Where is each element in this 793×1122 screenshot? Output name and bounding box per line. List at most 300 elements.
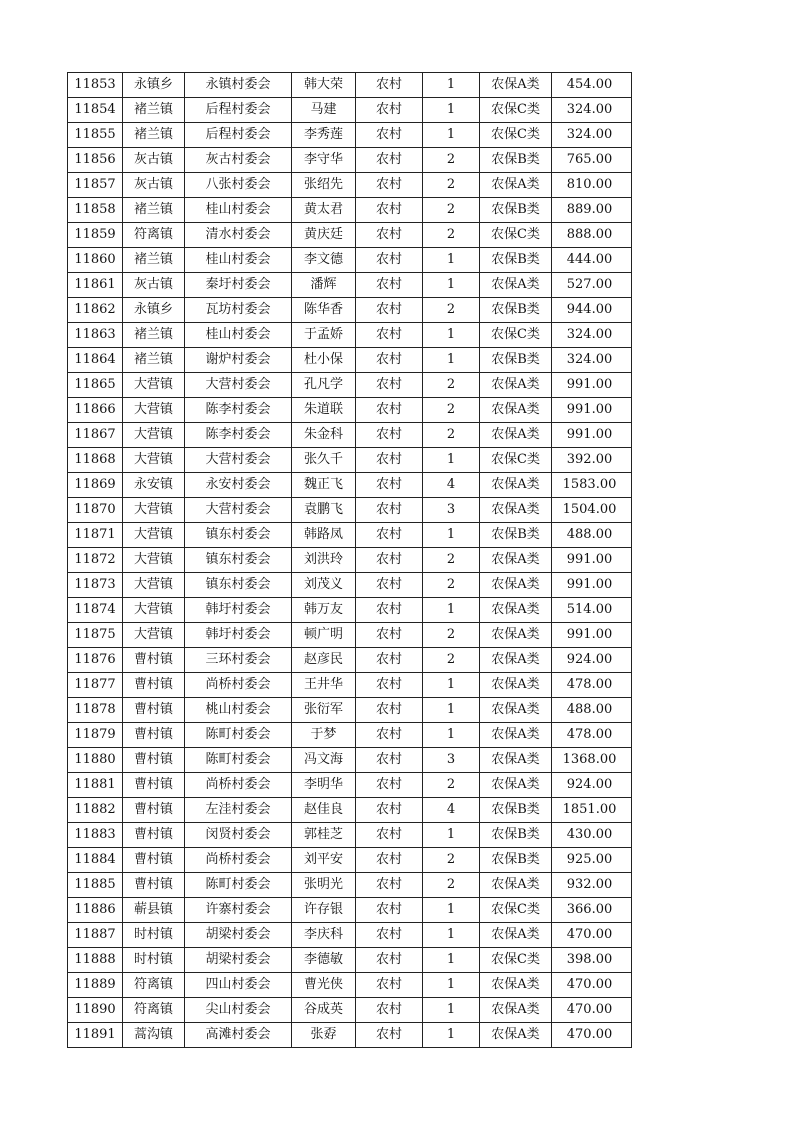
village-committee-cell: 陈李村委会 xyxy=(185,423,292,448)
record-id-cell: 11881 xyxy=(68,773,123,798)
area-type-cell: 农村 xyxy=(356,648,423,673)
table-row xyxy=(68,373,632,398)
record-id-cell: 11890 xyxy=(68,998,123,1023)
household-count-cell: 1 xyxy=(423,523,480,548)
area-type-cell: 农村 xyxy=(356,723,423,748)
record-id-cell: 11877 xyxy=(68,673,123,698)
household-count-cell: 2 xyxy=(423,573,480,598)
area-type-cell: 农村 xyxy=(356,373,423,398)
record-id-cell: 11882 xyxy=(68,798,123,823)
area-type-cell: 农村 xyxy=(356,198,423,223)
area-type-cell: 农村 xyxy=(356,173,423,198)
area-type-cell: 农村 xyxy=(356,848,423,873)
name-cell: 韩路凤 xyxy=(292,523,356,548)
amount-cell: 488.00 xyxy=(552,698,632,723)
town-cell: 大营镇 xyxy=(123,423,185,448)
household-count-cell: 1 xyxy=(423,698,480,723)
amount-cell: 1368.00 xyxy=(552,748,632,773)
record-id-cell: 11876 xyxy=(68,648,123,673)
town-cell: 时村镇 xyxy=(123,923,185,948)
town-cell: 大营镇 xyxy=(123,498,185,523)
name-cell: 刘平安 xyxy=(292,848,356,873)
name-cell: 刘洪玲 xyxy=(292,548,356,573)
table-row xyxy=(68,498,632,523)
insurance-category-cell: 农保A类 xyxy=(480,398,552,423)
village-committee-cell: 四山村委会 xyxy=(185,973,292,998)
town-cell: 大营镇 xyxy=(123,523,185,548)
town-cell: 符离镇 xyxy=(123,223,185,248)
table-row xyxy=(68,548,632,573)
insurance-category-cell: 农保A类 xyxy=(480,573,552,598)
table-row xyxy=(68,798,632,823)
household-count-cell: 2 xyxy=(423,173,480,198)
record-id-cell: 11878 xyxy=(68,698,123,723)
table-row xyxy=(68,948,632,973)
record-id-cell: 11858 xyxy=(68,198,123,223)
village-committee-cell: 闵贤村委会 xyxy=(185,823,292,848)
area-type-cell: 农村 xyxy=(356,523,423,548)
record-id-cell: 11865 xyxy=(68,373,123,398)
amount-cell: 924.00 xyxy=(552,773,632,798)
table-row xyxy=(68,873,632,898)
area-type-cell: 农村 xyxy=(356,873,423,898)
town-cell: 曹村镇 xyxy=(123,798,185,823)
amount-cell: 398.00 xyxy=(552,948,632,973)
household-count-cell: 2 xyxy=(423,198,480,223)
name-cell: 杜小保 xyxy=(292,348,356,373)
amount-cell: 924.00 xyxy=(552,648,632,673)
village-committee-cell: 镇东村委会 xyxy=(185,523,292,548)
record-id-cell: 11853 xyxy=(68,73,123,98)
name-cell: 陈华香 xyxy=(292,298,356,323)
insurance-category-cell: 农保A类 xyxy=(480,623,552,648)
table-row xyxy=(68,623,632,648)
household-count-cell: 1 xyxy=(423,273,480,298)
record-id-cell: 11854 xyxy=(68,98,123,123)
table-row xyxy=(68,273,632,298)
insurance-category-cell: 农保A类 xyxy=(480,273,552,298)
village-committee-cell: 许寨村委会 xyxy=(185,898,292,923)
name-cell: 袁鹏飞 xyxy=(292,498,356,523)
area-type-cell: 农村 xyxy=(356,73,423,98)
record-id-cell: 11855 xyxy=(68,123,123,148)
town-cell: 永镇乡 xyxy=(123,73,185,98)
name-cell: 李守华 xyxy=(292,148,356,173)
name-cell: 赵彦民 xyxy=(292,648,356,673)
insurance-category-cell: 农保A类 xyxy=(480,473,552,498)
area-type-cell: 农村 xyxy=(356,148,423,173)
table-row xyxy=(68,398,632,423)
insurance-category-cell: 农保B类 xyxy=(480,348,552,373)
insurance-category-cell: 农保A类 xyxy=(480,698,552,723)
name-cell: 潘辉 xyxy=(292,273,356,298)
name-cell: 李庆科 xyxy=(292,923,356,948)
area-type-cell: 农村 xyxy=(356,248,423,273)
village-committee-cell: 尚桥村委会 xyxy=(185,673,292,698)
village-committee-cell: 永镇村委会 xyxy=(185,73,292,98)
household-count-cell: 1 xyxy=(423,448,480,473)
record-id-cell: 11874 xyxy=(68,598,123,623)
town-cell: 褚兰镇 xyxy=(123,323,185,348)
household-count-cell: 1 xyxy=(423,723,480,748)
household-count-cell: 1 xyxy=(423,823,480,848)
amount-cell: 470.00 xyxy=(552,1023,632,1048)
insurance-category-cell: 农保C类 xyxy=(480,223,552,248)
household-count-cell: 1 xyxy=(423,973,480,998)
household-count-cell: 2 xyxy=(423,148,480,173)
amount-cell: 765.00 xyxy=(552,148,632,173)
household-count-cell: 2 xyxy=(423,398,480,423)
table-row xyxy=(68,598,632,623)
amount-cell: 1851.00 xyxy=(552,798,632,823)
town-cell: 曹村镇 xyxy=(123,698,185,723)
village-committee-cell: 胡梁村委会 xyxy=(185,948,292,973)
town-cell: 曹村镇 xyxy=(123,848,185,873)
area-type-cell: 农村 xyxy=(356,548,423,573)
insurance-category-cell: 农保A类 xyxy=(480,723,552,748)
household-count-cell: 2 xyxy=(423,373,480,398)
area-type-cell: 农村 xyxy=(356,348,423,373)
town-cell: 曹村镇 xyxy=(123,748,185,773)
area-type-cell: 农村 xyxy=(356,473,423,498)
name-cell: 孔凡学 xyxy=(292,373,356,398)
household-count-cell: 1 xyxy=(423,898,480,923)
amount-cell: 991.00 xyxy=(552,573,632,598)
table-row xyxy=(68,223,632,248)
record-id-cell: 11857 xyxy=(68,173,123,198)
record-table xyxy=(67,72,632,1048)
record-id-cell: 11879 xyxy=(68,723,123,748)
area-type-cell: 农村 xyxy=(356,623,423,648)
insurance-category-cell: 农保B类 xyxy=(480,823,552,848)
insurance-category-cell: 农保C类 xyxy=(480,448,552,473)
table-row xyxy=(68,923,632,948)
town-cell: 大营镇 xyxy=(123,573,185,598)
record-id-cell: 11869 xyxy=(68,473,123,498)
name-cell: 郭桂芝 xyxy=(292,823,356,848)
area-type-cell: 农村 xyxy=(356,973,423,998)
insurance-category-cell: 农保A类 xyxy=(480,548,552,573)
area-type-cell: 农村 xyxy=(356,898,423,923)
amount-cell: 324.00 xyxy=(552,348,632,373)
area-type-cell: 农村 xyxy=(356,448,423,473)
town-cell: 曹村镇 xyxy=(123,773,185,798)
table-row xyxy=(68,773,632,798)
village-committee-cell: 镇东村委会 xyxy=(185,573,292,598)
amount-cell: 991.00 xyxy=(552,548,632,573)
area-type-cell: 农村 xyxy=(356,673,423,698)
insurance-category-cell: 农保A类 xyxy=(480,1023,552,1048)
amount-cell: 514.00 xyxy=(552,598,632,623)
insurance-category-cell: 农保B类 xyxy=(480,148,552,173)
town-cell: 蒿沟镇 xyxy=(123,1023,185,1048)
amount-cell: 810.00 xyxy=(552,173,632,198)
area-type-cell: 农村 xyxy=(356,698,423,723)
insurance-category-cell: 农保A类 xyxy=(480,648,552,673)
amount-cell: 991.00 xyxy=(552,398,632,423)
area-type-cell: 农村 xyxy=(356,573,423,598)
table-row xyxy=(68,98,632,123)
insurance-category-cell: 农保B类 xyxy=(480,298,552,323)
area-type-cell: 农村 xyxy=(356,773,423,798)
name-cell: 李文德 xyxy=(292,248,356,273)
household-count-cell: 2 xyxy=(423,223,480,248)
village-committee-cell: 陈町村委会 xyxy=(185,873,292,898)
amount-cell: 991.00 xyxy=(552,623,632,648)
household-count-cell: 4 xyxy=(423,798,480,823)
town-cell: 曹村镇 xyxy=(123,823,185,848)
table-row xyxy=(68,123,632,148)
amount-cell: 430.00 xyxy=(552,823,632,848)
household-count-cell: 2 xyxy=(423,623,480,648)
table-row xyxy=(68,423,632,448)
record-id-cell: 11880 xyxy=(68,748,123,773)
village-committee-cell: 左洼村委会 xyxy=(185,798,292,823)
record-id-cell: 11856 xyxy=(68,148,123,173)
area-type-cell: 农村 xyxy=(356,298,423,323)
household-count-cell: 3 xyxy=(423,498,480,523)
insurance-category-cell: 农保A类 xyxy=(480,598,552,623)
record-id-cell: 11873 xyxy=(68,573,123,598)
name-cell: 张明光 xyxy=(292,873,356,898)
name-cell: 于梦 xyxy=(292,723,356,748)
village-committee-cell: 韩圩村委会 xyxy=(185,598,292,623)
record-id-cell: 11887 xyxy=(68,923,123,948)
household-count-cell: 1 xyxy=(423,98,480,123)
name-cell: 谷成英 xyxy=(292,998,356,1023)
amount-cell: 454.00 xyxy=(552,73,632,98)
record-id-cell: 11859 xyxy=(68,223,123,248)
insurance-category-cell: 农保A类 xyxy=(480,923,552,948)
village-committee-cell: 陈李村委会 xyxy=(185,398,292,423)
insurance-category-cell: 农保A类 xyxy=(480,998,552,1023)
table-row xyxy=(68,73,632,98)
area-type-cell: 农村 xyxy=(356,223,423,248)
amount-cell: 488.00 xyxy=(552,523,632,548)
area-type-cell: 农村 xyxy=(356,123,423,148)
town-cell: 褚兰镇 xyxy=(123,123,185,148)
town-cell: 褚兰镇 xyxy=(123,248,185,273)
area-type-cell: 农村 xyxy=(356,998,423,1023)
table-row xyxy=(68,573,632,598)
town-cell: 大营镇 xyxy=(123,373,185,398)
town-cell: 褚兰镇 xyxy=(123,198,185,223)
household-count-cell: 2 xyxy=(423,848,480,873)
table-row xyxy=(68,323,632,348)
village-committee-cell: 瓦坊村委会 xyxy=(185,298,292,323)
amount-cell: 991.00 xyxy=(552,373,632,398)
record-id-cell: 11871 xyxy=(68,523,123,548)
area-type-cell: 农村 xyxy=(356,823,423,848)
name-cell: 冯文海 xyxy=(292,748,356,773)
amount-cell: 470.00 xyxy=(552,923,632,948)
name-cell: 张孬 xyxy=(292,1023,356,1048)
area-type-cell: 农村 xyxy=(356,423,423,448)
town-cell: 大营镇 xyxy=(123,548,185,573)
area-type-cell: 农村 xyxy=(356,748,423,773)
amount-cell: 478.00 xyxy=(552,673,632,698)
table-row xyxy=(68,673,632,698)
name-cell: 刘茂义 xyxy=(292,573,356,598)
amount-cell: 1504.00 xyxy=(552,498,632,523)
village-committee-cell: 桂山村委会 xyxy=(185,198,292,223)
name-cell: 李明华 xyxy=(292,773,356,798)
table-row xyxy=(68,898,632,923)
name-cell: 顿广明 xyxy=(292,623,356,648)
insurance-category-cell: 农保A类 xyxy=(480,373,552,398)
table-row xyxy=(68,1023,632,1048)
record-id-cell: 11860 xyxy=(68,248,123,273)
insurance-category-cell: 农保C类 xyxy=(480,98,552,123)
amount-cell: 889.00 xyxy=(552,198,632,223)
village-committee-cell: 胡梁村委会 xyxy=(185,923,292,948)
area-type-cell: 农村 xyxy=(356,1023,423,1048)
village-committee-cell: 韩圩村委会 xyxy=(185,623,292,648)
household-count-cell: 2 xyxy=(423,423,480,448)
insurance-category-cell: 农保B类 xyxy=(480,798,552,823)
record-id-cell: 11864 xyxy=(68,348,123,373)
village-committee-cell: 桂山村委会 xyxy=(185,248,292,273)
town-cell: 灰古镇 xyxy=(123,148,185,173)
household-count-cell: 1 xyxy=(423,1023,480,1048)
village-committee-cell: 永安村委会 xyxy=(185,473,292,498)
town-cell: 大营镇 xyxy=(123,623,185,648)
town-cell: 灰古镇 xyxy=(123,273,185,298)
area-type-cell: 农村 xyxy=(356,323,423,348)
area-type-cell: 农村 xyxy=(356,398,423,423)
record-id-cell: 11889 xyxy=(68,973,123,998)
table-row xyxy=(68,473,632,498)
insurance-category-cell: 农保A类 xyxy=(480,498,552,523)
town-cell: 蕲县镇 xyxy=(123,898,185,923)
village-committee-cell: 八张村委会 xyxy=(185,173,292,198)
table-row xyxy=(68,298,632,323)
name-cell: 黄庆廷 xyxy=(292,223,356,248)
insurance-category-cell: 农保A类 xyxy=(480,173,552,198)
insurance-category-cell: 农保A类 xyxy=(480,423,552,448)
insurance-category-cell: 农保C类 xyxy=(480,898,552,923)
table-row xyxy=(68,698,632,723)
name-cell: 于孟娇 xyxy=(292,323,356,348)
town-cell: 大营镇 xyxy=(123,448,185,473)
amount-cell: 478.00 xyxy=(552,723,632,748)
household-count-cell: 1 xyxy=(423,998,480,1023)
village-committee-cell: 秦圩村委会 xyxy=(185,273,292,298)
name-cell: 曹光侠 xyxy=(292,973,356,998)
record-id-cell: 11891 xyxy=(68,1023,123,1048)
insurance-category-cell: 农保C类 xyxy=(480,323,552,348)
household-count-cell: 3 xyxy=(423,748,480,773)
table-row xyxy=(68,648,632,673)
insurance-category-cell: 农保A类 xyxy=(480,73,552,98)
name-cell: 朱道联 xyxy=(292,398,356,423)
record-id-cell: 11888 xyxy=(68,948,123,973)
amount-cell: 324.00 xyxy=(552,98,632,123)
amount-cell: 392.00 xyxy=(552,448,632,473)
village-committee-cell: 陈町村委会 xyxy=(185,723,292,748)
town-cell: 褚兰镇 xyxy=(123,348,185,373)
household-count-cell: 1 xyxy=(423,248,480,273)
household-count-cell: 1 xyxy=(423,323,480,348)
table-row xyxy=(68,173,632,198)
table-row xyxy=(68,448,632,473)
town-cell: 永安镇 xyxy=(123,473,185,498)
record-id-cell: 11875 xyxy=(68,623,123,648)
amount-cell: 925.00 xyxy=(552,848,632,873)
name-cell: 张久千 xyxy=(292,448,356,473)
town-cell: 曹村镇 xyxy=(123,723,185,748)
area-type-cell: 农村 xyxy=(356,798,423,823)
record-id-cell: 11863 xyxy=(68,323,123,348)
record-id-cell: 11866 xyxy=(68,398,123,423)
household-count-cell: 2 xyxy=(423,873,480,898)
insurance-category-cell: 农保C类 xyxy=(480,123,552,148)
insurance-category-cell: 农保A类 xyxy=(480,773,552,798)
name-cell: 李德敏 xyxy=(292,948,356,973)
name-cell: 韩大荣 xyxy=(292,73,356,98)
amount-cell: 888.00 xyxy=(552,223,632,248)
town-cell: 褚兰镇 xyxy=(123,98,185,123)
record-id-cell: 11885 xyxy=(68,873,123,898)
village-committee-cell: 大营村委会 xyxy=(185,448,292,473)
insurance-category-cell: 农保B类 xyxy=(480,848,552,873)
record-id-cell: 11868 xyxy=(68,448,123,473)
village-committee-cell: 大营村委会 xyxy=(185,373,292,398)
record-id-cell: 11883 xyxy=(68,823,123,848)
name-cell: 黄太君 xyxy=(292,198,356,223)
area-type-cell: 农村 xyxy=(356,923,423,948)
household-count-cell: 1 xyxy=(423,123,480,148)
table-row xyxy=(68,748,632,773)
village-committee-cell: 清水村委会 xyxy=(185,223,292,248)
area-type-cell: 农村 xyxy=(356,498,423,523)
household-count-cell: 2 xyxy=(423,773,480,798)
amount-cell: 527.00 xyxy=(552,273,632,298)
town-cell: 符离镇 xyxy=(123,998,185,1023)
amount-cell: 324.00 xyxy=(552,323,632,348)
village-committee-cell: 灰古村委会 xyxy=(185,148,292,173)
area-type-cell: 农村 xyxy=(356,98,423,123)
amount-cell: 944.00 xyxy=(552,298,632,323)
amount-cell: 1583.00 xyxy=(552,473,632,498)
insurance-category-cell: 农保B类 xyxy=(480,198,552,223)
village-committee-cell: 大营村委会 xyxy=(185,498,292,523)
amount-cell: 324.00 xyxy=(552,123,632,148)
town-cell: 曹村镇 xyxy=(123,673,185,698)
household-count-cell: 1 xyxy=(423,598,480,623)
household-count-cell: 1 xyxy=(423,73,480,98)
record-id-cell: 11886 xyxy=(68,898,123,923)
town-cell: 大营镇 xyxy=(123,398,185,423)
table-row xyxy=(68,148,632,173)
household-count-cell: 1 xyxy=(423,923,480,948)
village-committee-cell: 桂山村委会 xyxy=(185,323,292,348)
town-cell: 时村镇 xyxy=(123,948,185,973)
village-committee-cell: 三环村委会 xyxy=(185,648,292,673)
amount-cell: 932.00 xyxy=(552,873,632,898)
town-cell: 永镇乡 xyxy=(123,298,185,323)
name-cell: 许存银 xyxy=(292,898,356,923)
table-row xyxy=(68,848,632,873)
table-row xyxy=(68,723,632,748)
name-cell: 马建 xyxy=(292,98,356,123)
name-cell: 魏正飞 xyxy=(292,473,356,498)
insurance-category-cell: 农保A类 xyxy=(480,873,552,898)
insurance-category-cell: 农保A类 xyxy=(480,673,552,698)
household-count-cell: 2 xyxy=(423,648,480,673)
amount-cell: 470.00 xyxy=(552,998,632,1023)
village-committee-cell: 后程村委会 xyxy=(185,98,292,123)
